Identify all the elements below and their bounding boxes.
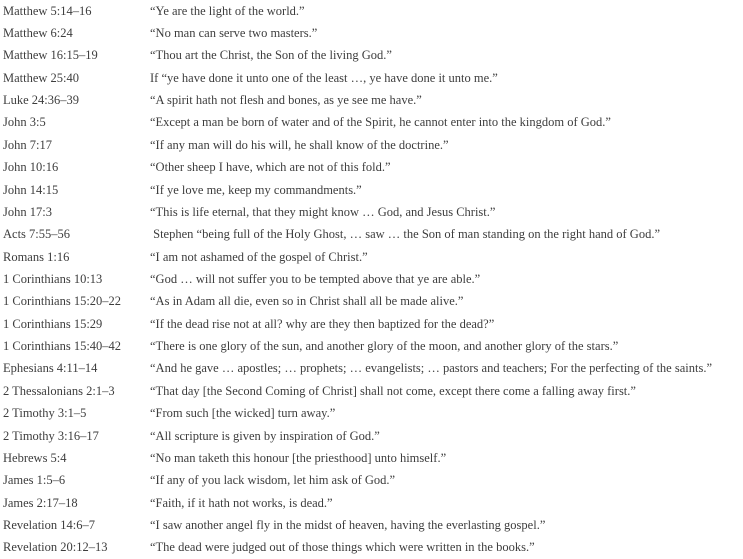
scripture-quote: “If ye love me, keep my commandments.” xyxy=(150,182,362,197)
scripture-quote: “This is life eternal, that they might know … God, and Jesus Christ.” xyxy=(150,204,496,219)
scripture-reference: Matthew 16:15–19 xyxy=(3,48,98,63)
scripture-reference: John 3:5 xyxy=(3,115,46,130)
table-row xyxy=(0,89,743,111)
scripture-quote: “That day [the Second Coming of Christ] shall not come, except there come a falling away first.” xyxy=(150,383,636,398)
scripture-reference: 2 Timothy 3:1–5 xyxy=(3,406,87,421)
table-row xyxy=(0,157,743,179)
scripture-quote: “I am not ashamed of the gospel of Christ.” xyxy=(150,249,368,264)
scripture-reference: John 10:16 xyxy=(3,160,59,175)
table-row xyxy=(0,358,743,380)
scripture-quote: “All scripture is given by inspiration of God.” xyxy=(150,428,380,443)
table-row xyxy=(0,335,743,357)
scripture-reference: Luke 24:36–39 xyxy=(3,93,80,108)
scripture-quote: “A spirit hath not flesh and bones, as ye see me have.” xyxy=(150,93,422,108)
table-row xyxy=(0,246,743,268)
table-row xyxy=(0,0,743,22)
table-row xyxy=(0,470,743,492)
table-row xyxy=(0,537,743,559)
scripture-quote: “Ye are the light of the world.” xyxy=(150,3,305,18)
scripture-reference: Romans 1:16 xyxy=(3,249,70,264)
scripture-reference: Revelation 14:6–7 xyxy=(3,517,95,532)
scripture-quote: “Except a man be born of water and of the Spirit, he cannot enter into the kingdom of God.” xyxy=(150,115,611,130)
scripture-reference: Ephesians 4:11–14 xyxy=(3,361,98,376)
table-row xyxy=(0,22,743,44)
scripture-reference: Hebrews 5:4 xyxy=(3,450,67,465)
scripture-quote: “As in Adam all die, even so in Christ shall all be made alive.” xyxy=(150,294,464,309)
scripture-reference: Revelation 20:12–13 xyxy=(3,540,108,555)
table-row xyxy=(0,67,743,89)
scripture-reference: Matthew 5:14–16 xyxy=(3,3,92,18)
scripture-reference: John 7:17 xyxy=(3,137,52,152)
scripture-reference: Matthew 6:24 xyxy=(3,26,73,41)
scripture-quote: If “ye have done it unto one of the least …, ye have done it unto me.” xyxy=(150,70,498,85)
table-row xyxy=(0,380,743,402)
table-row xyxy=(0,402,743,424)
table-row xyxy=(0,425,743,447)
scripture-quote: “If any man will do his will, he shall know of the doctrine.” xyxy=(150,137,449,152)
scripture-quote: “If the dead rise not at all? why are they then baptized for the dead?” xyxy=(150,316,495,331)
table-row xyxy=(0,179,743,201)
scripture-reference: 1 Corinthians 15:29 xyxy=(3,316,103,331)
scripture-reference: Matthew 25:40 xyxy=(3,70,80,85)
scripture-quote: “From such [the wicked] turn away.” xyxy=(150,406,336,421)
scripture-quote: “Other sheep I have, which are not of this fold.” xyxy=(150,160,391,175)
scripture-quote: “Thou art the Christ, the Son of the living God.” xyxy=(150,48,392,63)
scripture-quote: “No man can serve two masters.” xyxy=(150,26,318,41)
table-row xyxy=(0,224,743,246)
table-row xyxy=(0,447,743,469)
table-row xyxy=(0,201,743,223)
table-row xyxy=(0,134,743,156)
table-row xyxy=(0,492,743,514)
table-row xyxy=(0,45,743,67)
table-row xyxy=(0,313,743,335)
scripture-quote: “God … will not suffer you to be tempted above that ye are able.” xyxy=(150,271,481,286)
table-row xyxy=(0,291,743,313)
scripture-reference: 1 Corinthians 15:20–22 xyxy=(3,294,122,309)
scripture-quote: “And he gave … apostles; … prophets; … evangelists; … pastors and teachers; For the perfecting of the saints.” xyxy=(150,361,713,376)
scripture-quote: “If any of you lack wisdom, let him ask of God.” xyxy=(150,473,396,488)
scripture-quote: “No man taketh this honour [the priesthood] unto himself.” xyxy=(150,450,447,465)
scripture-quote: Stephen “being full of the Holy Ghost, … saw … the Son of man standing on the right hand of God.” xyxy=(150,227,660,242)
scripture-reference: John 14:15 xyxy=(3,182,59,197)
scripture-reference: 1 Corinthians 10:13 xyxy=(3,271,103,286)
table-row xyxy=(0,268,743,290)
scripture-quote: “The dead were judged out of those things which were written in the books.” xyxy=(150,540,535,555)
scripture-quote: “Faith, if it hath not works, is dead.” xyxy=(150,495,333,510)
scripture-reference: James 2:17–18 xyxy=(3,495,78,510)
scripture-quote: “There is one glory of the sun, and another glory of the moon, and another glory of the stars.” xyxy=(150,339,619,354)
scripture-reference: 2 Timothy 3:16–17 xyxy=(3,428,99,443)
scripture-reference: Acts 7:55–56 xyxy=(3,227,71,242)
scripture-quote: “I saw another angel fly in the midst of heaven, having the everlasting gospel.” xyxy=(150,517,546,532)
table-row xyxy=(0,514,743,536)
table-row xyxy=(0,112,743,134)
scripture-reference: James 1:5–6 xyxy=(3,473,66,488)
scripture-reference: 1 Corinthians 15:40–42 xyxy=(3,339,122,354)
scripture-reference: John 17:3 xyxy=(3,204,52,219)
scripture-reference: 2 Thessalonians 2:1–3 xyxy=(3,383,115,398)
